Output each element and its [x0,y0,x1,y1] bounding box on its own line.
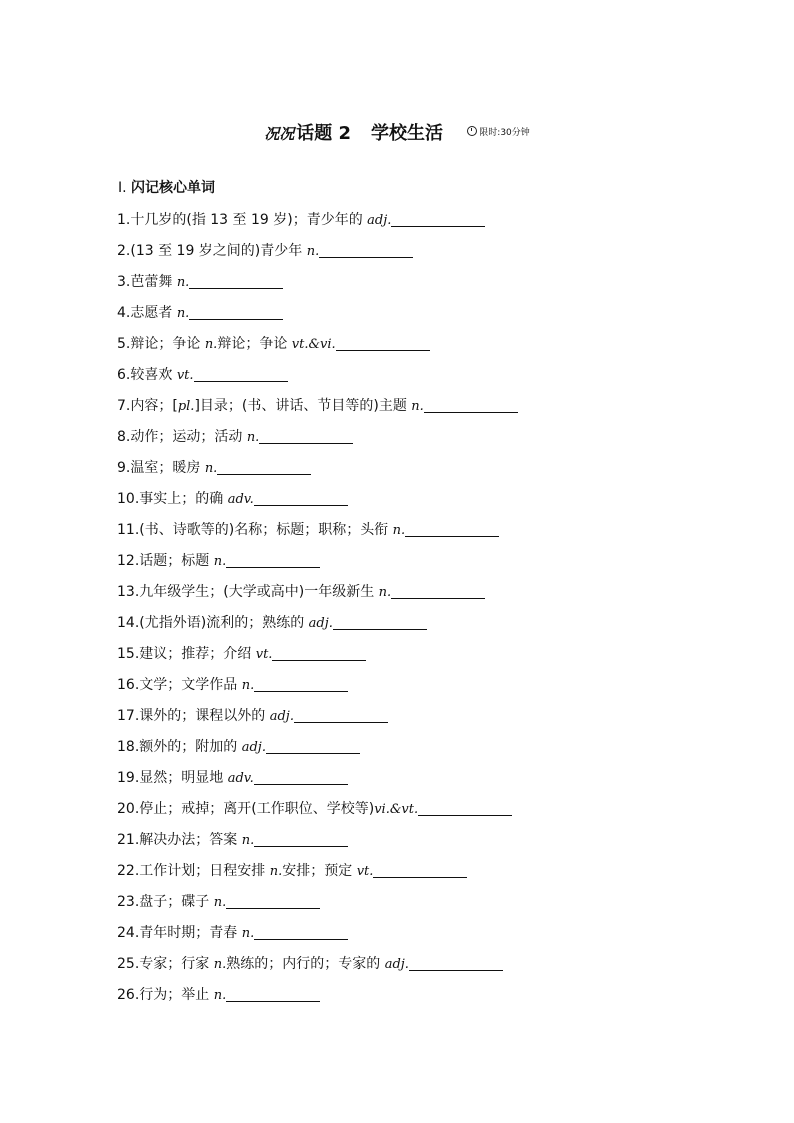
item-text: 11.(书、诗歌等的)名称；标题；职称；头衔 [117,522,393,538]
part-of-speech: adj. [241,740,266,755]
section-heading [118,177,215,197]
section-label: 闪记核心单词 [131,180,216,196]
part-of-speech: vt. [255,647,273,662]
item-text: 5.辩论；争论 [117,336,205,352]
part-of-speech: n. [241,833,255,848]
answer-blank[interactable] [391,210,485,227]
item-text: 20.停止；戒掉；离开(工作职位、学校等) [117,801,375,817]
part-of-speech: n. [204,461,218,476]
vocab-item [117,642,518,673]
item-text: 7.内容；[ [117,398,178,414]
item-text: 25.专家；行家 [117,956,214,972]
item-text: ]目录；(书、讲话、节目等的)主题 [194,398,412,414]
part-of-speech: n. [306,244,320,259]
part-of-speech: n. [213,554,227,569]
part-of-speech: n. [176,306,190,321]
item-text: 18.额外的；附加的 [117,739,242,755]
answer-blank[interactable] [405,520,499,537]
vocab-item [117,952,518,983]
vocab-item [117,673,518,704]
answer-blank[interactable] [259,427,353,444]
part-of-speech: n. [269,864,283,879]
answer-blank[interactable] [294,706,388,723]
clock-icon [467,126,477,136]
answer-blank[interactable] [333,613,427,630]
part-of-speech: vt. [356,864,374,879]
vocab-item [117,797,518,828]
item-text: 17.课外的；课程以外的 [117,708,270,724]
vocabulary-list [117,208,518,1014]
item-text: 8.动作；运动；活动 [117,429,247,445]
part-of-speech: vt. [176,368,194,383]
item-text: 14.(尤指外语)流利的；熟练的 [117,615,309,631]
vocab-item [117,332,518,363]
part-of-speech: vi.&vt. [374,802,419,817]
vocab-item [117,828,518,859]
item-text: 13.九年级学生；(大学或高中)一年级新生 [117,584,379,600]
item-text: 16.文学；文学作品 [117,677,242,693]
answer-blank[interactable] [254,768,348,785]
vocab-item [117,859,518,890]
item-text: 安排；预定 [282,863,357,879]
answer-blank[interactable] [272,644,366,661]
answer-blank[interactable] [254,923,348,940]
part-of-speech: adj. [384,957,409,972]
vocab-item [117,735,518,766]
item-text: 熟练的；内行的；专家的 [226,956,385,972]
item-text: 19.显然；明显地 [117,770,228,786]
page-title [0,119,794,145]
answer-blank[interactable] [418,799,512,816]
part-of-speech: n. [246,430,260,445]
answer-blank[interactable] [391,582,485,599]
answer-blank[interactable] [424,396,518,413]
part-of-speech: n. [241,926,255,941]
time-limit [467,125,530,138]
vocab-item [117,766,518,797]
vocab-item [117,425,518,456]
vocab-item [117,890,518,921]
answer-blank[interactable] [409,954,503,971]
part-of-speech: n. [213,988,227,1003]
item-text: 4.志愿者 [117,305,177,321]
part-of-speech: adj. [269,709,294,724]
answer-blank[interactable] [336,334,430,351]
answer-blank[interactable] [226,985,320,1002]
part-of-speech: n. [392,523,406,538]
topic-name: 学校生活 [371,123,444,144]
answer-blank[interactable] [254,830,348,847]
vocab-item [117,921,518,952]
answer-blank[interactable] [319,241,413,258]
answer-blank[interactable] [194,365,288,382]
item-text: 6.较喜欢 [117,367,177,383]
vocab-item [117,580,518,611]
item-text: 1.十几岁的(指 13 至 19 岁)；青少年的 [117,212,368,228]
vocab-item [117,270,518,301]
item-text: 15.建议；推荐；介绍 [117,646,256,662]
item-text: 2.(13 至 19 岁之间的)青少年 [117,243,307,259]
vocab-item [117,394,518,425]
answer-blank[interactable] [373,861,467,878]
answer-blank[interactable] [226,551,320,568]
item-text: 23.盘子；碟子 [117,894,214,910]
item-text: 21.解决办法；答案 [117,832,242,848]
vocab-item [117,487,518,518]
vocab-item [117,518,518,549]
section-numeral: Ⅰ. [118,180,127,196]
vocab-item [117,239,518,270]
title-prefix: 况况 [264,125,295,143]
part-of-speech: n. [213,957,227,972]
part-of-speech: adj. [367,213,392,228]
vocab-item [117,549,518,580]
part-of-speech: n. [241,678,255,693]
item-text: 12.话题；标题 [117,553,214,569]
item-text: 3.芭蕾舞 [117,274,177,290]
vocab-item [117,363,518,394]
part-of-speech: adv. [227,771,254,786]
part-of-speech: n. [204,337,218,352]
part-of-speech: n. [411,399,424,414]
answer-blank[interactable] [226,892,320,909]
answer-blank[interactable] [189,272,283,289]
part-of-speech: pl. [177,399,195,414]
item-text: 22.工作计划；日程安排 [117,863,270,879]
vocab-item [117,208,518,239]
answer-blank[interactable] [266,737,360,754]
vocab-item [117,611,518,642]
part-of-speech: adj. [308,616,333,631]
answer-blank[interactable] [217,458,311,475]
part-of-speech: n. [213,895,227,910]
time-limit-text: 限时:30分钟 [479,128,530,138]
vocab-item [117,301,518,332]
item-text: 10.事实上；的确 [117,491,228,507]
item-text: 24.青年时期；青春 [117,925,242,941]
part-of-speech: adv. [227,492,254,507]
vocab-item [117,983,518,1014]
answer-blank[interactable] [254,489,348,506]
item-text: 9.温室；暖房 [117,460,205,476]
item-text: 辩论；争论 [217,336,292,352]
item-text: 26.行为；举止 [117,987,214,1003]
vocab-item [117,704,518,735]
part-of-speech: n. [378,585,392,600]
answer-blank[interactable] [254,675,348,692]
topic-number: 话题 2 [296,123,352,144]
part-of-speech: vt.&vi. [291,337,336,352]
vocab-item [117,456,518,487]
answer-blank[interactable] [189,303,283,320]
part-of-speech: n. [176,275,190,290]
